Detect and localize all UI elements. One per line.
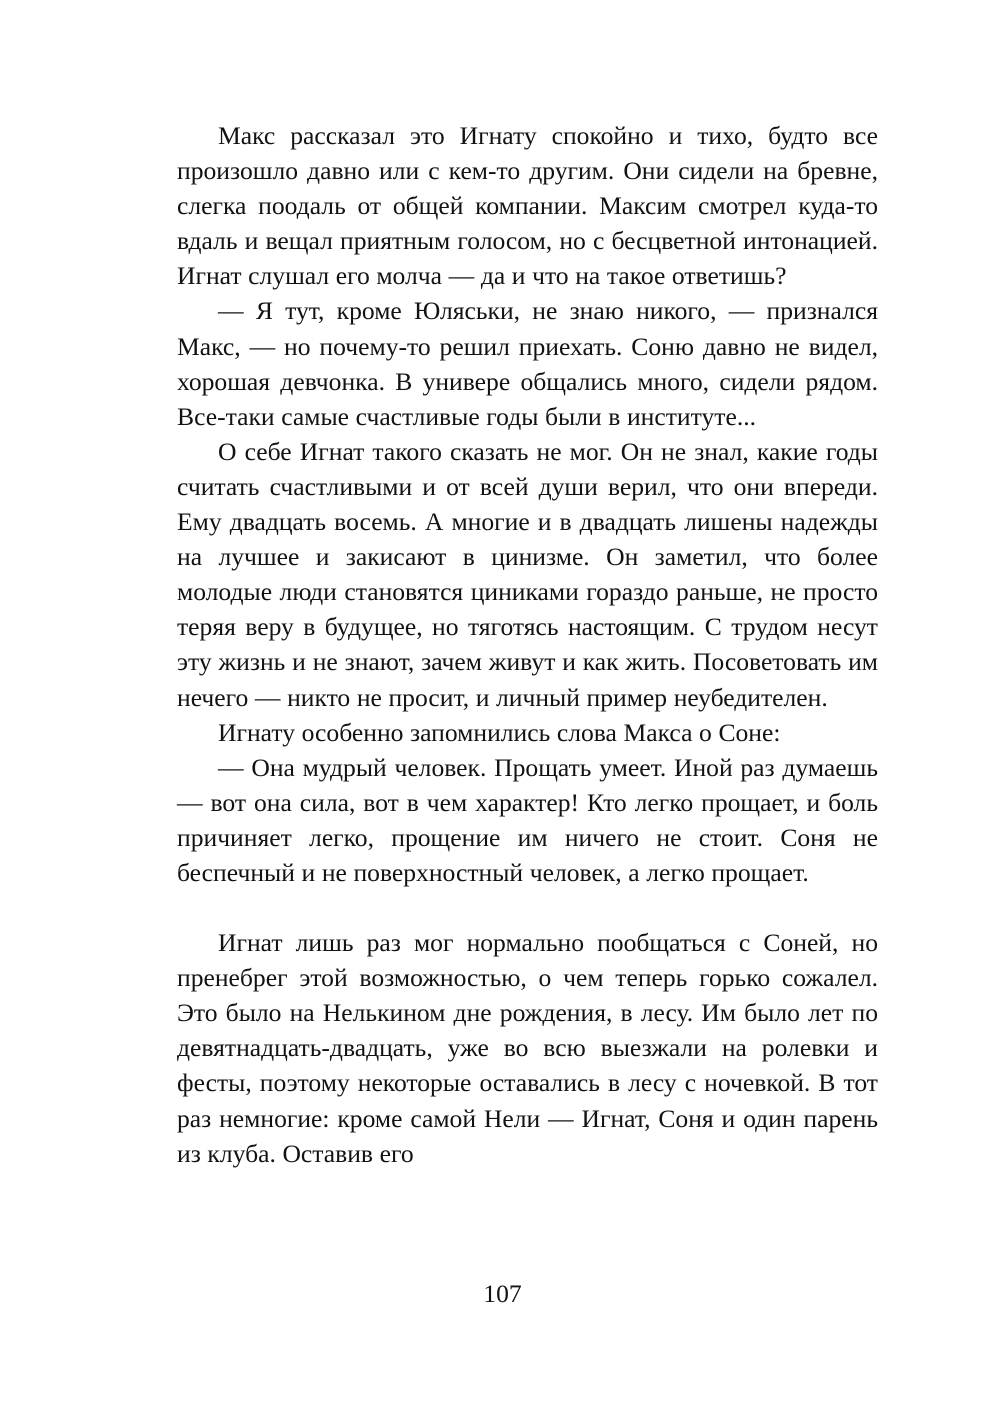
paragraph: — Я тут, кроме Юляськи, не знаю никого, — признался Макс, — но почему-то решил приехать. Соню давно не видел, хорошая девчонка. В универе общались много, сидели рядом. Все-таки самые счастливые годы были в институте... — [177, 296, 878, 431]
paragraph: Игнат лишь раз мог нормально пообщаться с Соней, но пренебрег этой возможностью, о чем теперь горько сожалел. Это было на Нелькином дне рождения, в лесу. Им было лет по девятнадцать-двадцать, уже во всю выезжали на ролевки и фесты, поэтому некоторые оставались в лесу с ночевкой. В тот раз немногие: кроме самой Нели — Игнат, Соня и один парень из клуба. Оставив его — [177, 928, 878, 1168]
body-text-block — [177, 118, 878, 1171]
paragraph: — Она мудрый человек. Прощать умеет. Иной раз думаешь — вот она сила, вот в чем характер! Кто легко прощает, и боль причиняет легко, прощение им ничего не стоит. Соня не беспечный и не поверхностный человек, а легко прощает. — [177, 752, 878, 887]
paragraph: О себе Игнат такого сказать не мог. Он не знал, какие годы считать счастливыми и от всей души верил, что они впереди. Ему двадцать восемь. А многие и в двадцать лишены надежды на лучшее и закисают в цинизме. Он заметил, что более молодые люди становятся циниками гораздо раньше, не просто теряя веру в будущее, но тяготясь настоящим. С трудом несут эту жизнь и не знают, зачем живут и как жить. Посоветовать им нечего — никто не просит, и личный пример неубедителен. — [177, 436, 878, 712]
page-number: 107 — [483, 1279, 522, 1308]
paragraph: Макс рассказал это Игнату спокойно и тихо, будто все произошло давно или с кем-то другим. Они сидели на бревне, слегка поодаль от общей компании. Максим смотрел куда-то вдаль и вещал приятным голосом, но с бесцветной интонацией. Игнат слушал его молча — да и что на такое ответишь? — [177, 121, 878, 291]
paragraph: Игнату особенно запомнились слова Макса о Соне: — [218, 717, 781, 747]
